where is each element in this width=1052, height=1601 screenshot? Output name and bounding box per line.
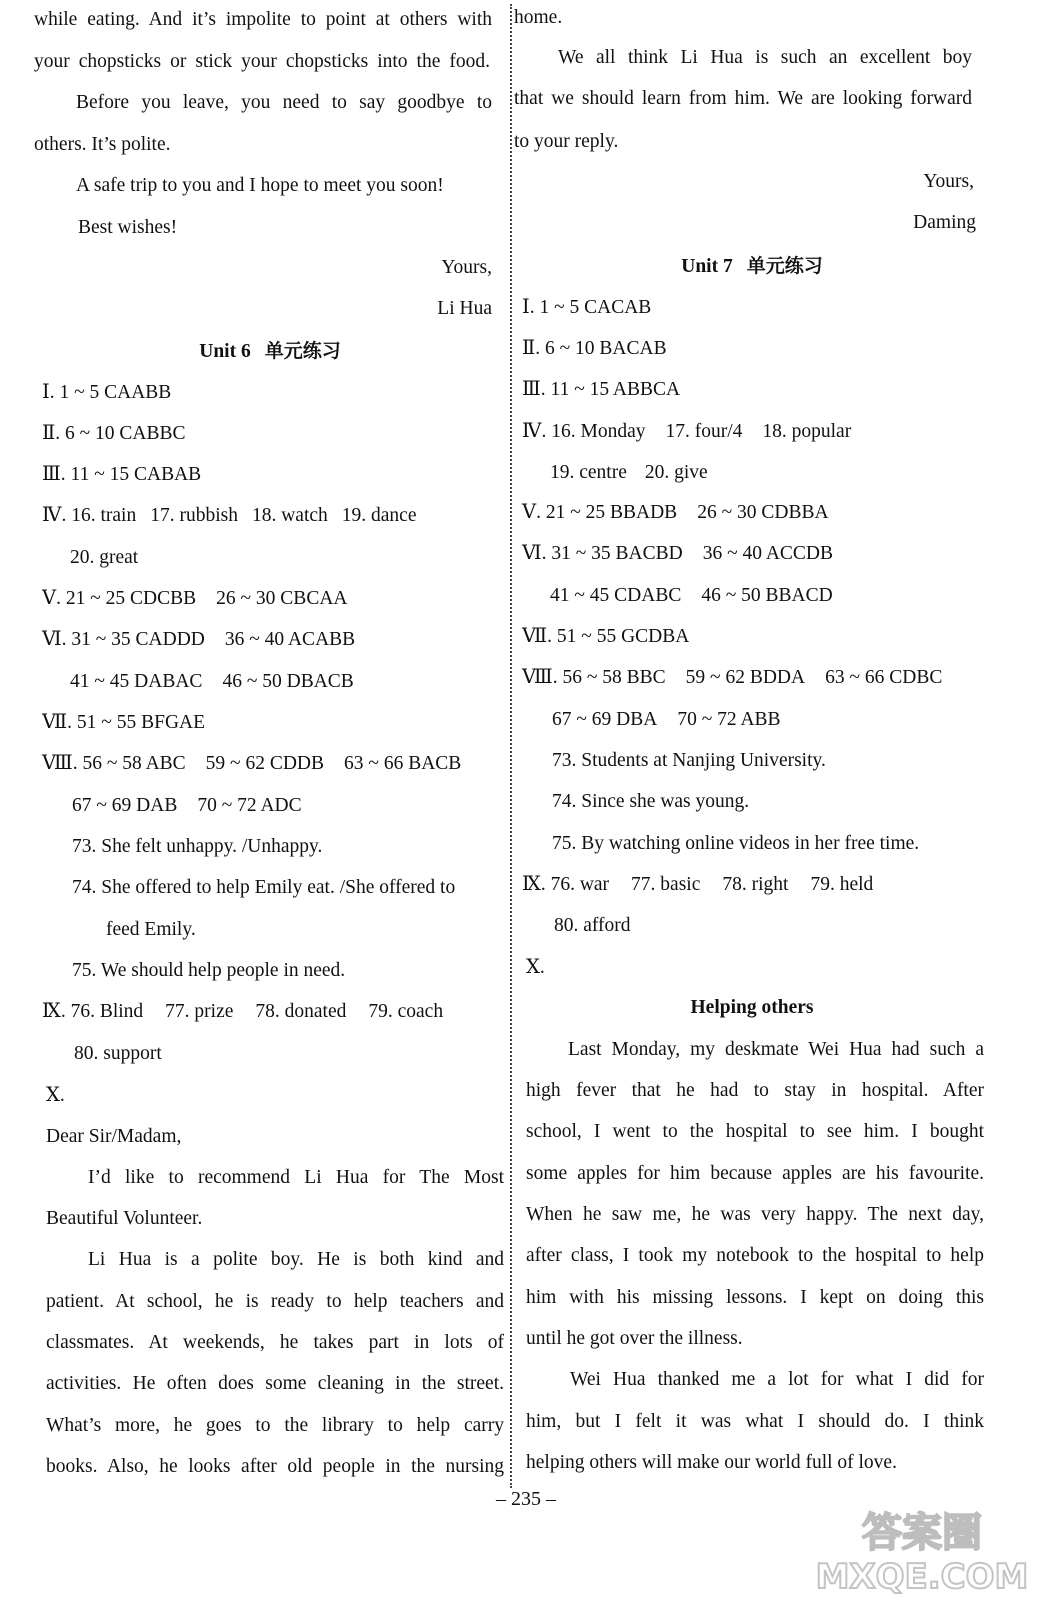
- text-line: home.: [514, 7, 563, 28]
- answer-line: [522, 873, 873, 897]
- essay-line: school, I went to the hospital to see him. I bought: [526, 1121, 984, 1142]
- essay-line: When he saw me, he was very happy. The next day,: [526, 1204, 984, 1225]
- unit7-title: Unit 7: [681, 256, 733, 277]
- letter-signature: Li Hua: [437, 298, 492, 319]
- answer-line: 80. support: [74, 1043, 162, 1064]
- unit7-subtitle: 单元练习: [746, 255, 823, 277]
- answer-line: Ⅹ.: [526, 957, 545, 978]
- answer-line: 75. We should help people in need.: [72, 960, 346, 981]
- essay-line: after class, I took my notebook to the hospital to help: [526, 1245, 984, 1266]
- page-number: – 235 –: [496, 1488, 556, 1510]
- answer-item: 63 ~ 66 CDBC: [825, 667, 943, 688]
- answer-line: [42, 628, 355, 652]
- answer-item: Ⅷ. 56 ~ 58 ABC: [42, 753, 186, 774]
- answer-line: 80. afford: [554, 915, 631, 936]
- essay-line: Wei Hua thanked me a lot for what I did for: [570, 1369, 984, 1390]
- essay-line: some apples for him because apples are his favourite.: [526, 1163, 984, 1184]
- watermark-chars: 答案圈: [862, 1510, 982, 1556]
- unit6-subtitle: 单元练习: [264, 340, 341, 362]
- answer-item: Ⅴ. 21 ~ 25 BBADB: [522, 502, 678, 523]
- answer-item: Ⅵ. 31 ~ 35 BACBD: [522, 543, 683, 564]
- answer-item: 18. popular: [762, 421, 852, 442]
- unit7-heading: [514, 254, 990, 279]
- answer-item: Ⅸ. 76. Blind: [42, 1001, 144, 1022]
- answer-line: Ⅹ.: [46, 1085, 65, 1106]
- answer-item: 59 ~ 62 BDDA: [685, 667, 806, 688]
- letter-closing: Yours,: [441, 257, 492, 278]
- answer-item: 78. donated: [255, 1001, 347, 1022]
- answer-line: 73. She felt unhappy. /Unhappy.: [72, 836, 323, 857]
- answer-item: 59 ~ 62 CDDB: [205, 753, 325, 774]
- answer-line: Ⅰ. 1 ~ 5 CACAB: [522, 297, 652, 318]
- essay-line: Last Monday, my deskmate Wei Hua had such a: [568, 1039, 984, 1060]
- answer-line: [70, 670, 354, 694]
- answer-item: Ⅴ. 21 ~ 25 CDCBB: [42, 588, 197, 609]
- text-line: your chopsticks or stick your chopsticks into the food.: [34, 51, 490, 72]
- answer-item: 46 ~ 50 BBACD: [701, 585, 833, 606]
- answer-line: [42, 504, 417, 528]
- answer-line: Ⅰ. 1 ~ 5 CAABB: [42, 382, 172, 403]
- answer-item: 36 ~ 40 ACABB: [224, 629, 356, 650]
- answer-line: [550, 584, 833, 608]
- answer-line: Ⅱ. 6 ~ 10 BACAB: [522, 338, 667, 359]
- letter-signature: Daming: [913, 212, 976, 233]
- answer-line: feed Emily.: [106, 919, 196, 940]
- answer-item: Ⅸ. 76. war: [522, 874, 610, 895]
- answer-line: Ⅶ. 51 ~ 55 BFGAE: [42, 712, 206, 733]
- text-line: that we should learn from him. We are looking forward: [514, 88, 972, 109]
- essay-line: What’s more, he goes to the library to help carry: [46, 1415, 504, 1436]
- answer-item: 17. four/4: [665, 421, 743, 442]
- answer-item: 78. right: [722, 874, 789, 895]
- column-divider: [510, 4, 512, 1488]
- answer-line: [522, 666, 942, 690]
- answer-line: [550, 461, 708, 485]
- answer-item: 26 ~ 30 CBCAA: [216, 588, 348, 609]
- essay-line: helping others will make our world full of love.: [526, 1452, 897, 1473]
- text-line: Before you leave, you need to say goodbye to: [76, 92, 492, 113]
- answer-line: [42, 1000, 443, 1024]
- essay-line: him with his missing lessons. I kept on doing this: [526, 1287, 984, 1308]
- answer-item: 79. held: [810, 874, 874, 895]
- text-line: to your reply.: [514, 131, 619, 152]
- answer-line: 74. Since she was young.: [552, 791, 750, 812]
- letter-closing: Yours,: [923, 171, 974, 192]
- essay-line: Beautiful Volunteer.: [46, 1208, 203, 1229]
- essay-line: books. Also, he looks after old people in the nursing: [46, 1456, 504, 1477]
- answer-item: 70 ~ 72 ADC: [197, 795, 302, 816]
- answer-line: [42, 587, 347, 611]
- unit6-title: Unit 6: [199, 341, 251, 362]
- answer-line: [42, 752, 461, 776]
- answer-item: 19. dance: [341, 505, 417, 526]
- answer-item: 41 ~ 45 DABAC: [70, 671, 203, 692]
- essay-line: I’d like to recommend Li Hua for The Most: [88, 1167, 504, 1188]
- answer-line: 20. great: [70, 547, 139, 568]
- essay-line: activities. He often does some cleaning in the street.: [46, 1373, 504, 1394]
- essay-line: patient. At school, he is ready to help teachers and: [46, 1291, 504, 1312]
- answer-item: 18. watch: [251, 505, 328, 526]
- text-line: while eating. And it’s impolite to point at others with: [34, 9, 492, 30]
- answer-item: 36 ~ 40 ACCDB: [702, 543, 834, 564]
- answer-item: 17. rubbish: [150, 505, 238, 526]
- answer-item: Ⅳ. 16. train: [42, 505, 137, 526]
- essay-line: Li Hua is a polite boy. He is both kind and: [88, 1249, 504, 1270]
- answer-item: 67 ~ 69 DBA: [552, 709, 658, 730]
- answer-item: 77. prize: [165, 1001, 234, 1022]
- answer-line: 75. By watching online videos in her free time.: [552, 833, 920, 854]
- answer-line: Ⅲ. 11 ~ 15 ABBCA: [522, 379, 681, 400]
- watermark-url: MXQE.COM: [815, 1557, 1029, 1595]
- answer-line: Ⅶ. 51 ~ 55 GCDBA: [522, 626, 690, 647]
- answer-item: Ⅳ. 16. Monday: [522, 421, 646, 442]
- answer-line: [522, 420, 851, 444]
- essay-line: high fever that he had to stay in hospital. After: [526, 1080, 984, 1101]
- answer-item: 63 ~ 66 BACB: [344, 753, 462, 774]
- answer-line: [522, 501, 829, 525]
- text-line: A safe trip to you and I hope to meet you soon!: [76, 175, 444, 196]
- unit6-heading: [34, 339, 506, 364]
- answer-line: [552, 708, 781, 732]
- essay-line: him, but I felt it was what I should do. I think: [526, 1411, 984, 1432]
- answer-item: Ⅷ. 56 ~ 58 BBC: [522, 667, 666, 688]
- answer-item: 70 ~ 72 ABB: [677, 709, 781, 730]
- answer-item: 41 ~ 45 CDABC: [550, 585, 682, 606]
- answer-item: 20. give: [644, 462, 708, 483]
- answer-item: 46 ~ 50 DBACB: [222, 671, 354, 692]
- essay-salutation: Dear Sir/Madam,: [46, 1126, 182, 1147]
- text-line: others. It’s polite.: [34, 134, 171, 155]
- answer-item: Ⅵ. 31 ~ 35 CADDD: [42, 629, 205, 650]
- answer-line: 74. She offered to help Emily eat. /She offered to: [72, 877, 456, 898]
- answer-item: 77. basic: [631, 874, 701, 895]
- essay-line: classmates. At weekends, he takes part in lots of: [46, 1332, 504, 1353]
- answer-line: [72, 794, 302, 818]
- answer-line: Ⅲ. 11 ~ 15 CABAB: [42, 464, 202, 485]
- answer-line: [522, 542, 833, 566]
- watermark: [800, 1500, 1045, 1595]
- watermark-logo: [800, 1500, 1045, 1595]
- answer-item: 67 ~ 69 DAB: [72, 795, 178, 816]
- answer-item: 79. coach: [368, 1001, 444, 1022]
- essay-line: until he got over the illness.: [526, 1328, 743, 1349]
- answer-item: 26 ~ 30 CDBBA: [697, 502, 829, 523]
- answer-line: 73. Students at Nanjing University.: [552, 750, 826, 771]
- text-line: Best wishes!: [78, 217, 178, 238]
- text-line: We all think Li Hua is such an excellent boy: [558, 47, 972, 68]
- answer-line: Ⅱ. 6 ~ 10 CABBC: [42, 423, 186, 444]
- essay-title: Helping others: [690, 997, 814, 1018]
- answer-item: 19. centre: [550, 462, 627, 483]
